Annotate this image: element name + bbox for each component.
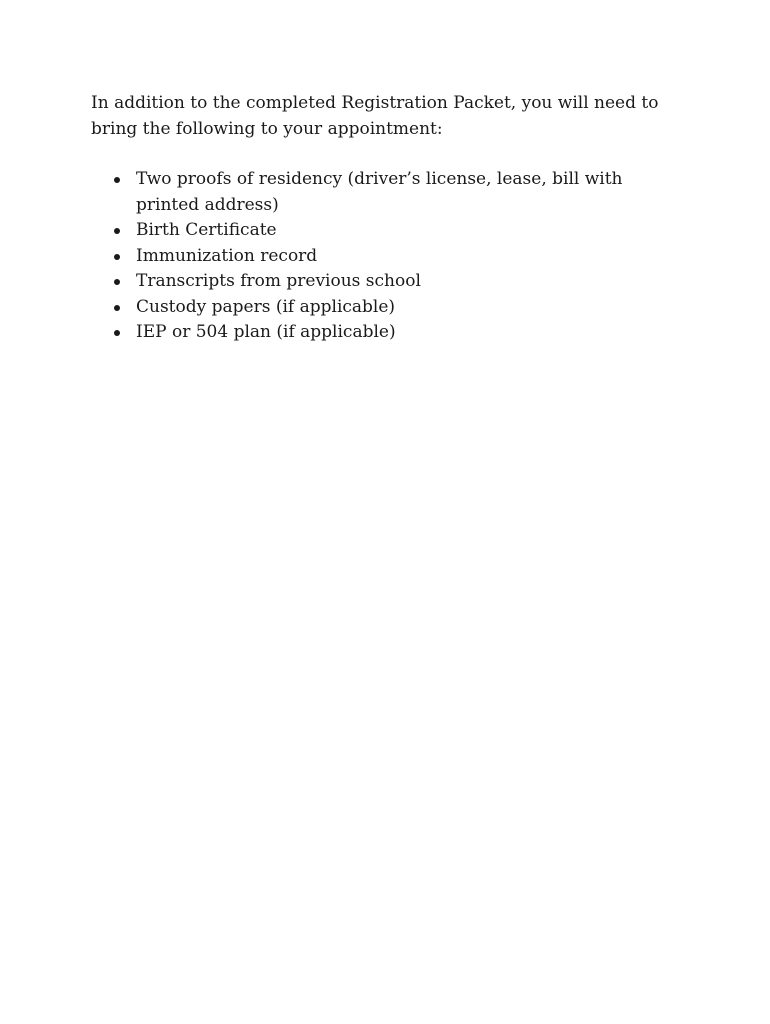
bullet-icon	[114, 330, 120, 336]
intro-paragraph: In addition to the completed Registration Packet, you will need to bring the following to your appointment:	[91, 93, 659, 139]
list-item	[91, 295, 691, 321]
bullet-icon	[114, 279, 120, 285]
list-item-text: IEP or 504 plan (if applicable)	[136, 322, 396, 342]
list-item	[91, 320, 691, 346]
list-item-text: Custody papers (if applicable)	[136, 296, 396, 317]
list-item-text: Two proofs of residency (driver’s license, lease, bill with printed address)	[136, 169, 623, 215]
bullet-icon	[114, 228, 120, 234]
list-item	[91, 269, 691, 295]
bullet-icon	[114, 305, 120, 311]
list-item-text: Immunization record	[136, 245, 318, 266]
list-item-text: Transcripts from previous school	[136, 271, 421, 291]
list-item	[91, 167, 691, 218]
list-item	[91, 218, 691, 244]
list-item	[91, 244, 691, 270]
requirements-list	[91, 167, 691, 346]
document-body	[91, 91, 691, 346]
bullet-icon	[114, 254, 120, 260]
list-item-text: Birth Certificate	[136, 220, 277, 240]
bullet-icon	[114, 177, 120, 183]
